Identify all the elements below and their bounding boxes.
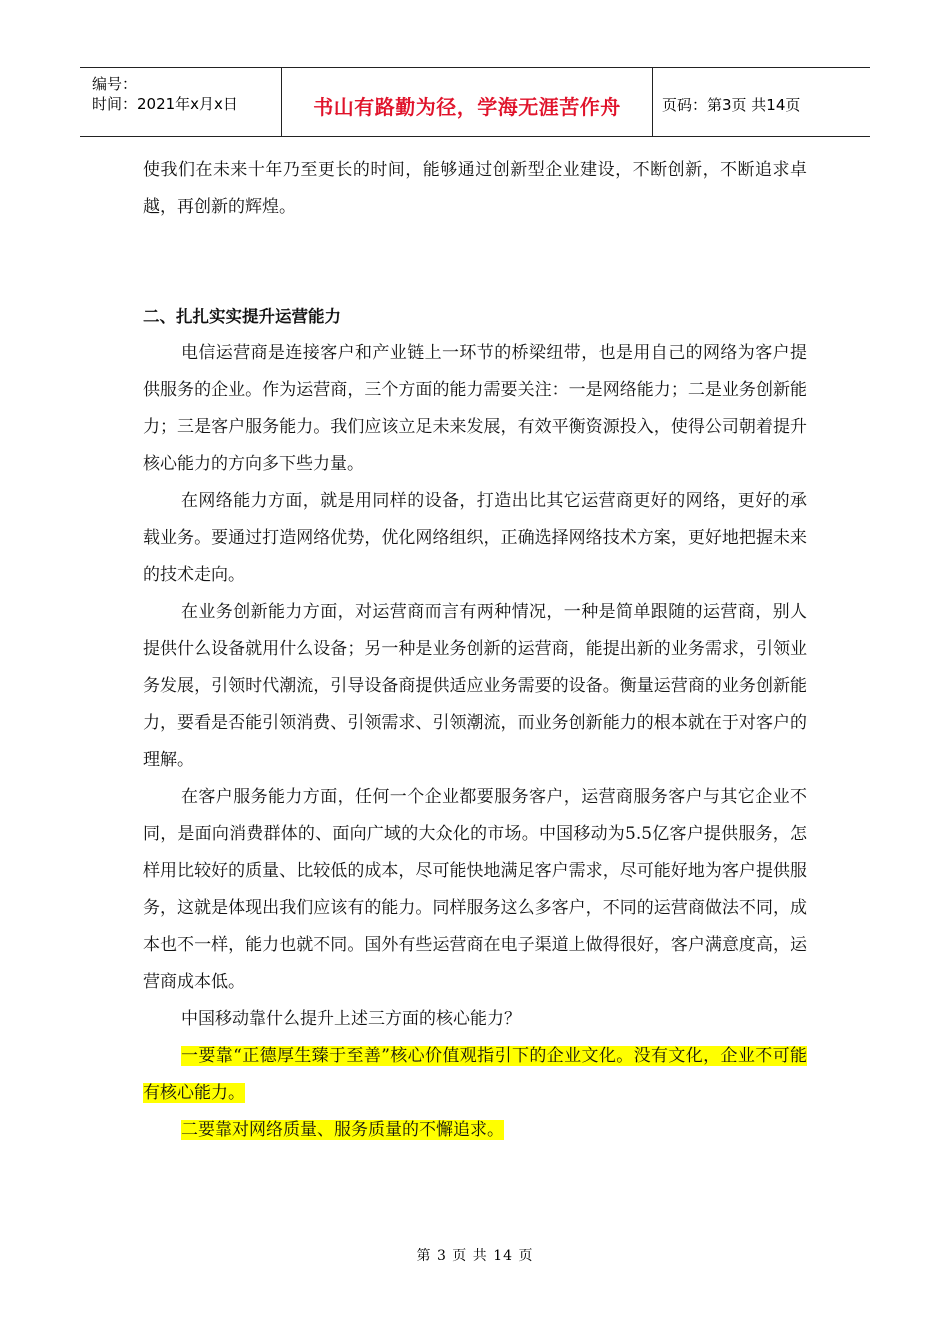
paragraph-continuation: 使我们在未来十年乃至更长的时间，能够通过创新型企业建设，不断创新，不断追求卓越，再创新的辉煌。 [143, 160, 807, 217]
header-motto: 书山有路勤为径，学海无涯苦作舟 [313, 95, 621, 119]
header-page-cell [652, 68, 870, 136]
paragraph: 在客户服务能力方面，任何一个企业都要服务客户，运营商服务客户与其它企业不同，是面向消费群体的、面向广域的大众化的市场。中国移动为5.5亿客户提供服务，怎样用比较好的质量、比较低的成本，尽可能快地满足客户需求，尽可能好地为客户提供服务，这就是体现出我们应该有的能力。同样服务这么多客户，不同的运营商做法不同，成本也不一样，能力也就不同。国外有些运营商在电子渠道上做得很好，客户满意度高，运营商成本低。 [143, 787, 807, 992]
header-table [80, 67, 870, 137]
page-footer: 第 3 页 共 14 页 [416, 1248, 534, 1264]
highlighted-text: 二要靠对网络质量、服务质量的不懈追求。 [181, 1120, 504, 1140]
section-heading: 二、扎扎实实提升运营能力 [143, 307, 341, 326]
header-meta-cell [80, 68, 281, 136]
paragraph: 电信运营商是连接客户和产业链上一环节的桥梁纽带，也是用自己的网络为客户提供服务的企业。作为运营商，三个方面的能力需要关注：一是网络能力；二是业务创新能力；三是客户服务能力。我们应该立足未来发展，有效平衡资源投入，使得公司朝着提升核心能力的方向多下些力量。 [143, 343, 807, 474]
document-number-label: 编号： [92, 75, 138, 93]
highlighted-paragraph [143, 1038, 807, 1112]
highlighted-paragraph [143, 1112, 807, 1149]
header-motto-cell [281, 68, 653, 136]
paragraph: 在网络能力方面，就是用同样的设备，打造出比其它运营商更好的网络，更好的承载业务。要通过打造网络优势，优化网络组织，正确选择网络技术方案，更好地把握未来的技术走向。 [143, 491, 807, 585]
paragraph: 在业务创新能力方面，对运营商而言有两种情况，一种是简单跟随的运营商，别人提供什么设备就用什么设备；另一种是业务创新的运营商，能提出新的业务需求，引领业务发展，引领时代潮流，引导设备商提供适应业务需要的设备。衡量运营商的业务创新能力，要看是否能引领消费、引领需求、引领潮流，而业务创新能力的根本就在于对客户的理解。 [143, 602, 807, 770]
document-date-label: 时间：2021年x月x日 [92, 95, 238, 113]
highlighted-text: 一要靠“正德厚生臻于至善”核心价值观指引下的企业文化。没有文化，企业不可能有核心能力。 [143, 1046, 807, 1103]
document-body [143, 152, 807, 1149]
header-page-number: 页码：第3页 共14页 [662, 96, 801, 114]
paragraph: 中国移动靠什么提升上述三方面的核心能力？ [181, 1009, 521, 1029]
